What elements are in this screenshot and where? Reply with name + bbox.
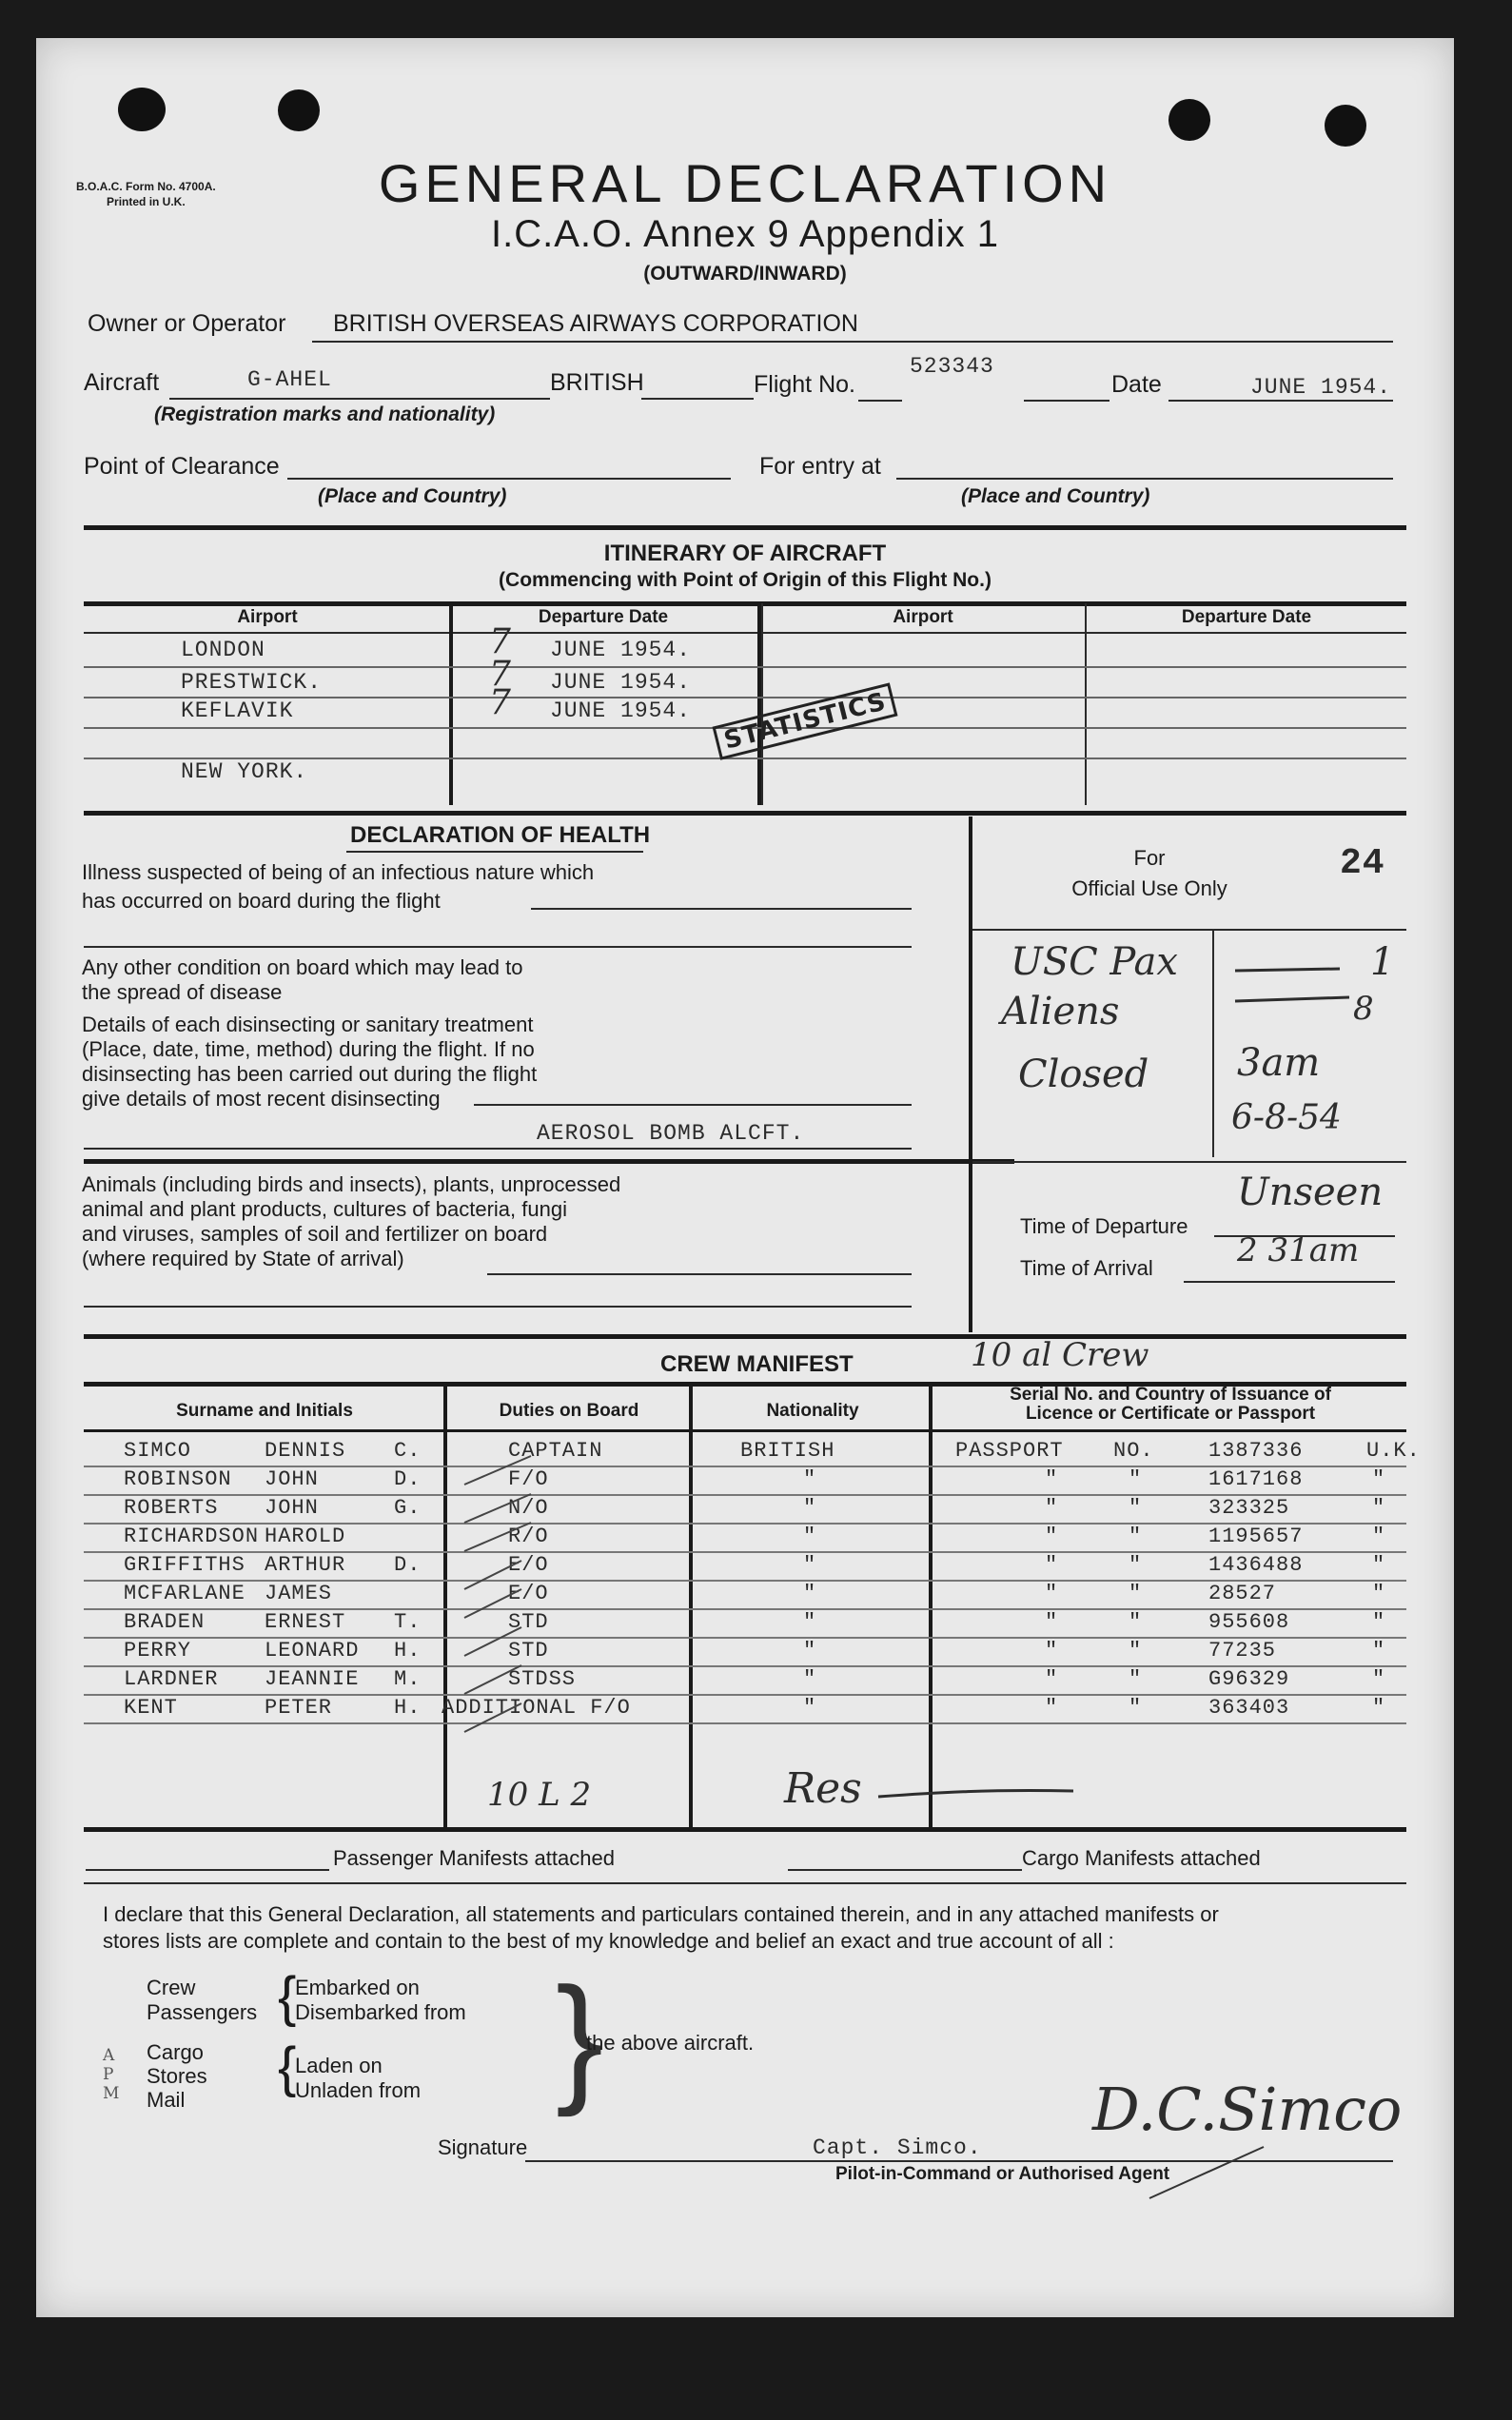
- declaration-text: I declare that this General Declaration, all statements and particulars contained therein, and in any attached manifests or stores lists are complete and contain to the best of my knowledge and belief an exact and true account of all :: [103, 1902, 1219, 1953]
- crew-cell-serial: 323325: [1208, 1496, 1290, 1520]
- official-rule: [972, 929, 1406, 931]
- punch-hole: [1325, 105, 1366, 147]
- crew-cell-duty: CAPTAIN: [508, 1439, 603, 1463]
- date-line: [1168, 400, 1393, 402]
- airport-cell: LONDON: [181, 638, 265, 662]
- health-title-underline: [346, 851, 643, 853]
- crew-cell-surname: KENT: [124, 1696, 178, 1720]
- health-divider: [84, 1159, 1014, 1164]
- crew-cell-init: G.: [394, 1496, 422, 1520]
- crew-cell-country: U.K.: [1366, 1439, 1421, 1463]
- official-box-border: [969, 817, 972, 1332]
- crew-cell-first: JOHN: [265, 1467, 319, 1491]
- cargo-stores-mail-label: Cargo Stores Mail: [147, 2040, 207, 2112]
- itinerary-row-rule: [84, 666, 1406, 668]
- answer-line: [487, 1273, 912, 1275]
- col-departure-date-2: Departure Date: [1181, 607, 1312, 627]
- crew-cell-doc: ": [1045, 1610, 1059, 1634]
- crew-cell-surname: BRADEN: [124, 1610, 206, 1634]
- crew-cell-init: M.: [394, 1667, 422, 1691]
- official-note-right: 8: [1353, 990, 1374, 1028]
- crew-cell-duty: STD: [508, 1639, 549, 1663]
- crew-cell-nat: ": [803, 1525, 817, 1548]
- official-note-left: Aliens: [1001, 990, 1120, 1033]
- arrival-time-label: Time of Arrival: [1020, 1256, 1153, 1280]
- embark-label: Embarked on Disembarked from: [295, 1976, 466, 2024]
- page-subtitle: I.C.A.O. Annex 9 Appendix 1: [491, 213, 999, 255]
- crew-cell-surname: GRIFFITHS: [124, 1553, 245, 1577]
- official-note-right: 1: [1370, 940, 1395, 984]
- crew-cell-doc: ": [1045, 1582, 1059, 1605]
- aircraft-label: Aircraft: [84, 369, 160, 396]
- crew-cell-first: PETER: [265, 1696, 333, 1720]
- crew-cell-country: ": [1372, 1696, 1386, 1720]
- crew-cell-serial: 28527: [1208, 1582, 1277, 1605]
- itinerary-title: ITINERARY OF AIRCRAFT: [603, 541, 887, 566]
- aircraft-line: [169, 398, 550, 400]
- crew-cell-duty: R/O: [508, 1525, 549, 1548]
- punch-hole: [278, 89, 320, 131]
- owner-value: BRITISH OVERSEAS AIRWAYS CORPORATION: [333, 310, 858, 337]
- crew-manifest-title: CREW MANIFEST: [660, 1351, 854, 1377]
- col-duties: Duties on Board: [499, 1401, 639, 1421]
- entry-label: For entry at: [759, 453, 881, 480]
- apm-annotation: A P M: [103, 2046, 120, 2103]
- arrival-time-line: [1184, 1281, 1395, 1283]
- section-divider: [84, 1334, 1406, 1339]
- manifest-line: [788, 1869, 1022, 1871]
- statistics-stamp: STATISTICS: [713, 682, 898, 759]
- official-divider: [1212, 929, 1214, 1157]
- health-question-1: Illness suspected of being of an infectious nature which has occurred on board during the flight: [82, 860, 595, 913]
- departure-day: 7: [489, 622, 511, 661]
- section-divider: [84, 1882, 1406, 1884]
- direction-label: (OUTWARD/INWARD): [643, 263, 847, 285]
- section-divider: [84, 525, 1406, 530]
- crew-cell-country: ": [1372, 1639, 1386, 1663]
- health-question-2: Any other condition on board which may lead to the spread of disease: [82, 955, 523, 1004]
- laden-label: Laden on Unladen from: [295, 2054, 422, 2102]
- entry-caption: (Place and Country): [961, 485, 1150, 507]
- crew-cell-doc: ": [1045, 1553, 1059, 1577]
- crew-cell-first: DENNIS: [265, 1439, 346, 1463]
- crew-count-note: 10 al Crew: [971, 1336, 1149, 1374]
- crew-cell-country: ": [1372, 1667, 1386, 1691]
- crew-cell-init: D.: [394, 1467, 422, 1491]
- crew-hand-scrawl: Res: [784, 1764, 862, 1813]
- crew-cell-doc: ": [1045, 1496, 1059, 1520]
- official-rule: [972, 1161, 1406, 1163]
- crew-hand-line: [874, 1780, 1083, 1808]
- departure-date-cell: JUNE 1954.: [550, 698, 692, 723]
- crew-col-divider: [929, 1384, 933, 1827]
- crew-cell-doc: ": [1045, 1667, 1059, 1691]
- departure-date-cell: JUNE 1954.: [550, 638, 692, 662]
- crew-cell-serial: 77235: [1208, 1639, 1277, 1663]
- col-serial: Serial No. and Country of Issuance of Licence or Certificate or Passport: [1010, 1385, 1331, 1424]
- departure-date-cell: JUNE 1954.: [550, 670, 692, 695]
- crew-cell-no: ": [1129, 1553, 1143, 1577]
- crew-cell-nat: ": [803, 1667, 817, 1691]
- crew-cell-first: ERNEST: [265, 1610, 346, 1634]
- form-number: B.O.A.C. Form No. 4700A.: [76, 180, 216, 193]
- crew-cell-duty: STDSS: [508, 1667, 577, 1691]
- crew-cell-nat: ": [803, 1639, 817, 1663]
- page-title: GENERAL DECLARATION: [378, 153, 1112, 213]
- crew-cell-country: ": [1372, 1553, 1386, 1577]
- crew-passengers-label: Crew Passengers: [147, 1976, 258, 2024]
- signature-handwritten: D.C.Simco: [1092, 2075, 1403, 2144]
- clearance-caption: (Place and Country): [318, 485, 507, 507]
- airport-cell: PRESTWICK.: [181, 670, 323, 695]
- crew-cell-no: ": [1129, 1639, 1143, 1663]
- crew-cell-no: NO.: [1113, 1439, 1154, 1463]
- official-number: 24: [1340, 843, 1385, 884]
- crew-cell-surname: SIMCO: [124, 1439, 192, 1463]
- crew-cell-duty: N/O: [508, 1496, 549, 1520]
- crew-cell-doc: ": [1045, 1696, 1059, 1720]
- manifest-line: [86, 1869, 329, 1871]
- answer-line: [474, 1104, 912, 1106]
- col-airport-2: Airport: [893, 607, 953, 627]
- crew-cell-nat: ": [803, 1696, 817, 1720]
- signature-caption: Pilot-in-Command or Authorised Agent: [835, 2164, 1170, 2184]
- crew-cell-doc: ": [1045, 1525, 1059, 1548]
- passenger-manifests: Passenger Manifests attached: [333, 1846, 615, 1870]
- official-note-right: 3am: [1237, 1041, 1321, 1085]
- nationality-line: [641, 398, 754, 400]
- entry-line: [896, 478, 1393, 480]
- crew-cell-country: ": [1372, 1610, 1386, 1634]
- crew-cell-serial: 1195657: [1208, 1525, 1304, 1548]
- nationality-value: BRITISH: [550, 369, 644, 396]
- col-surname: Surname and Initials: [176, 1401, 353, 1421]
- airport-cell: KEFLAVIK: [181, 698, 294, 723]
- crew-cell-no: ": [1129, 1467, 1143, 1491]
- crew-cell-no: ": [1129, 1525, 1143, 1548]
- flight-label: Flight No.: [754, 371, 855, 398]
- crew-cell-nat: ": [803, 1496, 817, 1520]
- punch-hole: [1168, 99, 1210, 141]
- official-note-left: Closed: [1018, 1053, 1149, 1096]
- clearance-label: Point of Clearance: [84, 453, 280, 480]
- crew-cell-surname: RICHARDSON: [124, 1525, 260, 1548]
- crew-hand-note: 10 L 2: [487, 1776, 592, 1814]
- flight-line: [858, 400, 902, 402]
- crew-cell-nat: ": [803, 1553, 817, 1577]
- crew-cell-nat: ": [803, 1582, 817, 1605]
- tally-marks: [1226, 952, 1397, 1009]
- crew-cell-init: C.: [394, 1439, 422, 1463]
- answer-line: [84, 946, 912, 948]
- col-airport: Airport: [237, 607, 298, 627]
- clearance-line: [287, 478, 731, 480]
- answer-line: [84, 1306, 912, 1308]
- crew-cell-first: JAMES: [265, 1582, 333, 1605]
- airport-cell: NEW YORK.: [181, 759, 308, 784]
- crew-cell-no: ": [1129, 1610, 1143, 1634]
- crew-cell-duty: F/O: [508, 1467, 549, 1491]
- departure-day: 7: [489, 655, 511, 694]
- itinerary-divider: [449, 603, 453, 805]
- crew-cell-surname: ROBINSON: [124, 1467, 232, 1491]
- crew-cell-init: D.: [394, 1553, 422, 1577]
- col-departure-date: Departure Date: [538, 607, 669, 627]
- col-nationality: Nationality: [766, 1401, 859, 1421]
- crew-cell-country: ": [1372, 1496, 1386, 1520]
- crew-cell-first: LEONARD: [265, 1639, 360, 1663]
- brace: {: [278, 2036, 297, 2098]
- crew-cell-doc: ": [1045, 1639, 1059, 1663]
- official-note-right: 6-8-54: [1231, 1098, 1342, 1137]
- itinerary-divider: [761, 603, 763, 805]
- flight-number: 523343: [910, 354, 994, 379]
- crew-cell-no: ": [1129, 1667, 1143, 1691]
- crew-cell-surname: PERRY: [124, 1639, 192, 1663]
- crew-cell-nat: ": [803, 1610, 817, 1634]
- owner-line: [312, 341, 1393, 343]
- crew-cell-serial: G96329: [1208, 1667, 1290, 1691]
- official-use-title: For Official Use Only: [1071, 846, 1227, 900]
- health-title: DECLARATION OF HEALTH: [350, 822, 651, 848]
- printed-note: Printed in U.K.: [107, 195, 186, 208]
- crew-cell-country: ": [1372, 1467, 1386, 1491]
- signature-label: Signature: [438, 2135, 528, 2159]
- crew-cell-doc: PASSPORT: [955, 1439, 1064, 1463]
- itinerary-subtitle: (Commencing with Point of Origin of this Flight No.): [499, 569, 992, 591]
- crew-cell-surname: LARDNER: [124, 1667, 219, 1691]
- crew-table-bottom: [84, 1827, 1406, 1832]
- declaration-sheet: [36, 38, 1454, 2317]
- official-note-left: USC Pax: [1011, 940, 1178, 984]
- itinerary-divider: [1085, 603, 1087, 805]
- arrival-time-value: 2 31am: [1237, 1231, 1360, 1269]
- crew-cell-nat: BRITISH: [740, 1439, 835, 1463]
- departure-time-value: Unseen: [1237, 1171, 1384, 1214]
- crew-cell-nat: ": [803, 1467, 817, 1491]
- signature-typed-name: Capt. Simco.: [813, 2135, 982, 2160]
- answer-line: [531, 908, 912, 910]
- departure-time-label: Time of Departure: [1020, 1214, 1188, 1238]
- section-divider: [84, 811, 1406, 816]
- crew-cell-serial: 363403: [1208, 1696, 1290, 1720]
- crew-cell-duty: E/O: [508, 1582, 549, 1605]
- crew-cell-serial: 1387336: [1208, 1439, 1304, 1463]
- crew-cell-first: ARTHUR: [265, 1553, 346, 1577]
- health-question-4: Animals (including birds and insects), plants, unprocessed animal and plant products, cultures of bacteria, fungi and viruses, samples of soil and fertilizer on board (where required by State of arrival): [82, 1172, 621, 1270]
- date-pre-line: [1024, 400, 1109, 402]
- above-aircraft-label: the above aircraft.: [586, 2031, 755, 2055]
- itinerary-header-rule: [84, 632, 1406, 634]
- crew-cell-init: H.: [394, 1639, 422, 1663]
- crew-cell-duty: STD: [508, 1610, 549, 1634]
- crew-cell-duty: ADDITIONAL F/O: [442, 1696, 631, 1720]
- health-question-3: Details of each disinsecting or sanitary treatment (Place, date, time, method) during the flight. If no disinsecting has been carried out during the flight give details of most recent disinsecting: [82, 1013, 538, 1111]
- crew-cell-surname: ROBERTS: [124, 1496, 219, 1520]
- crew-col-divider: [689, 1384, 693, 1827]
- brace: {: [278, 1966, 297, 2028]
- crew-header-rule: [84, 1429, 1406, 1432]
- crew-cell-first: JEANNIE: [265, 1667, 360, 1691]
- crew-cell-init: T.: [394, 1610, 422, 1634]
- owner-label: Owner or Operator: [88, 310, 286, 337]
- crew-cell-country: ": [1372, 1525, 1386, 1548]
- crew-tick-marks: [445, 1446, 607, 1789]
- crew-cell-serial: 1617168: [1208, 1467, 1304, 1491]
- crew-cell-no: ": [1129, 1496, 1143, 1520]
- disinsecting-answer: AEROSOL BOMB ALCFT.: [537, 1121, 805, 1146]
- crew-cell-duty: E/O: [508, 1553, 549, 1577]
- cargo-manifests: Cargo Manifests attached: [1022, 1846, 1261, 1870]
- crew-cell-serial: 955608: [1208, 1610, 1290, 1634]
- date-label: Date: [1111, 371, 1162, 398]
- crew-cell-country: ": [1372, 1582, 1386, 1605]
- punch-hole: [118, 88, 166, 131]
- answer-line: [84, 1148, 912, 1150]
- crew-cell-no: ": [1129, 1696, 1143, 1720]
- crew-cell-doc: ": [1045, 1467, 1059, 1491]
- aircraft-registration: G-AHEL: [247, 367, 332, 392]
- crew-cell-init: H.: [394, 1696, 422, 1720]
- close-brace: }: [556, 1958, 604, 2117]
- crew-cell-no: ": [1129, 1582, 1143, 1605]
- crew-cell-surname: MCFARLANE: [124, 1582, 245, 1605]
- aircraft-caption: (Registration marks and nationality): [154, 403, 496, 425]
- crew-cell-serial: 1436488: [1208, 1553, 1304, 1577]
- crew-cell-first: HAROLD: [265, 1525, 346, 1548]
- itinerary-top-border: [84, 601, 1406, 606]
- departure-day: 7: [489, 683, 511, 722]
- crew-row-rule: [84, 1722, 1406, 1724]
- crew-cell-first: JOHN: [265, 1496, 319, 1520]
- date-value: JUNE 1954.: [1250, 375, 1392, 400]
